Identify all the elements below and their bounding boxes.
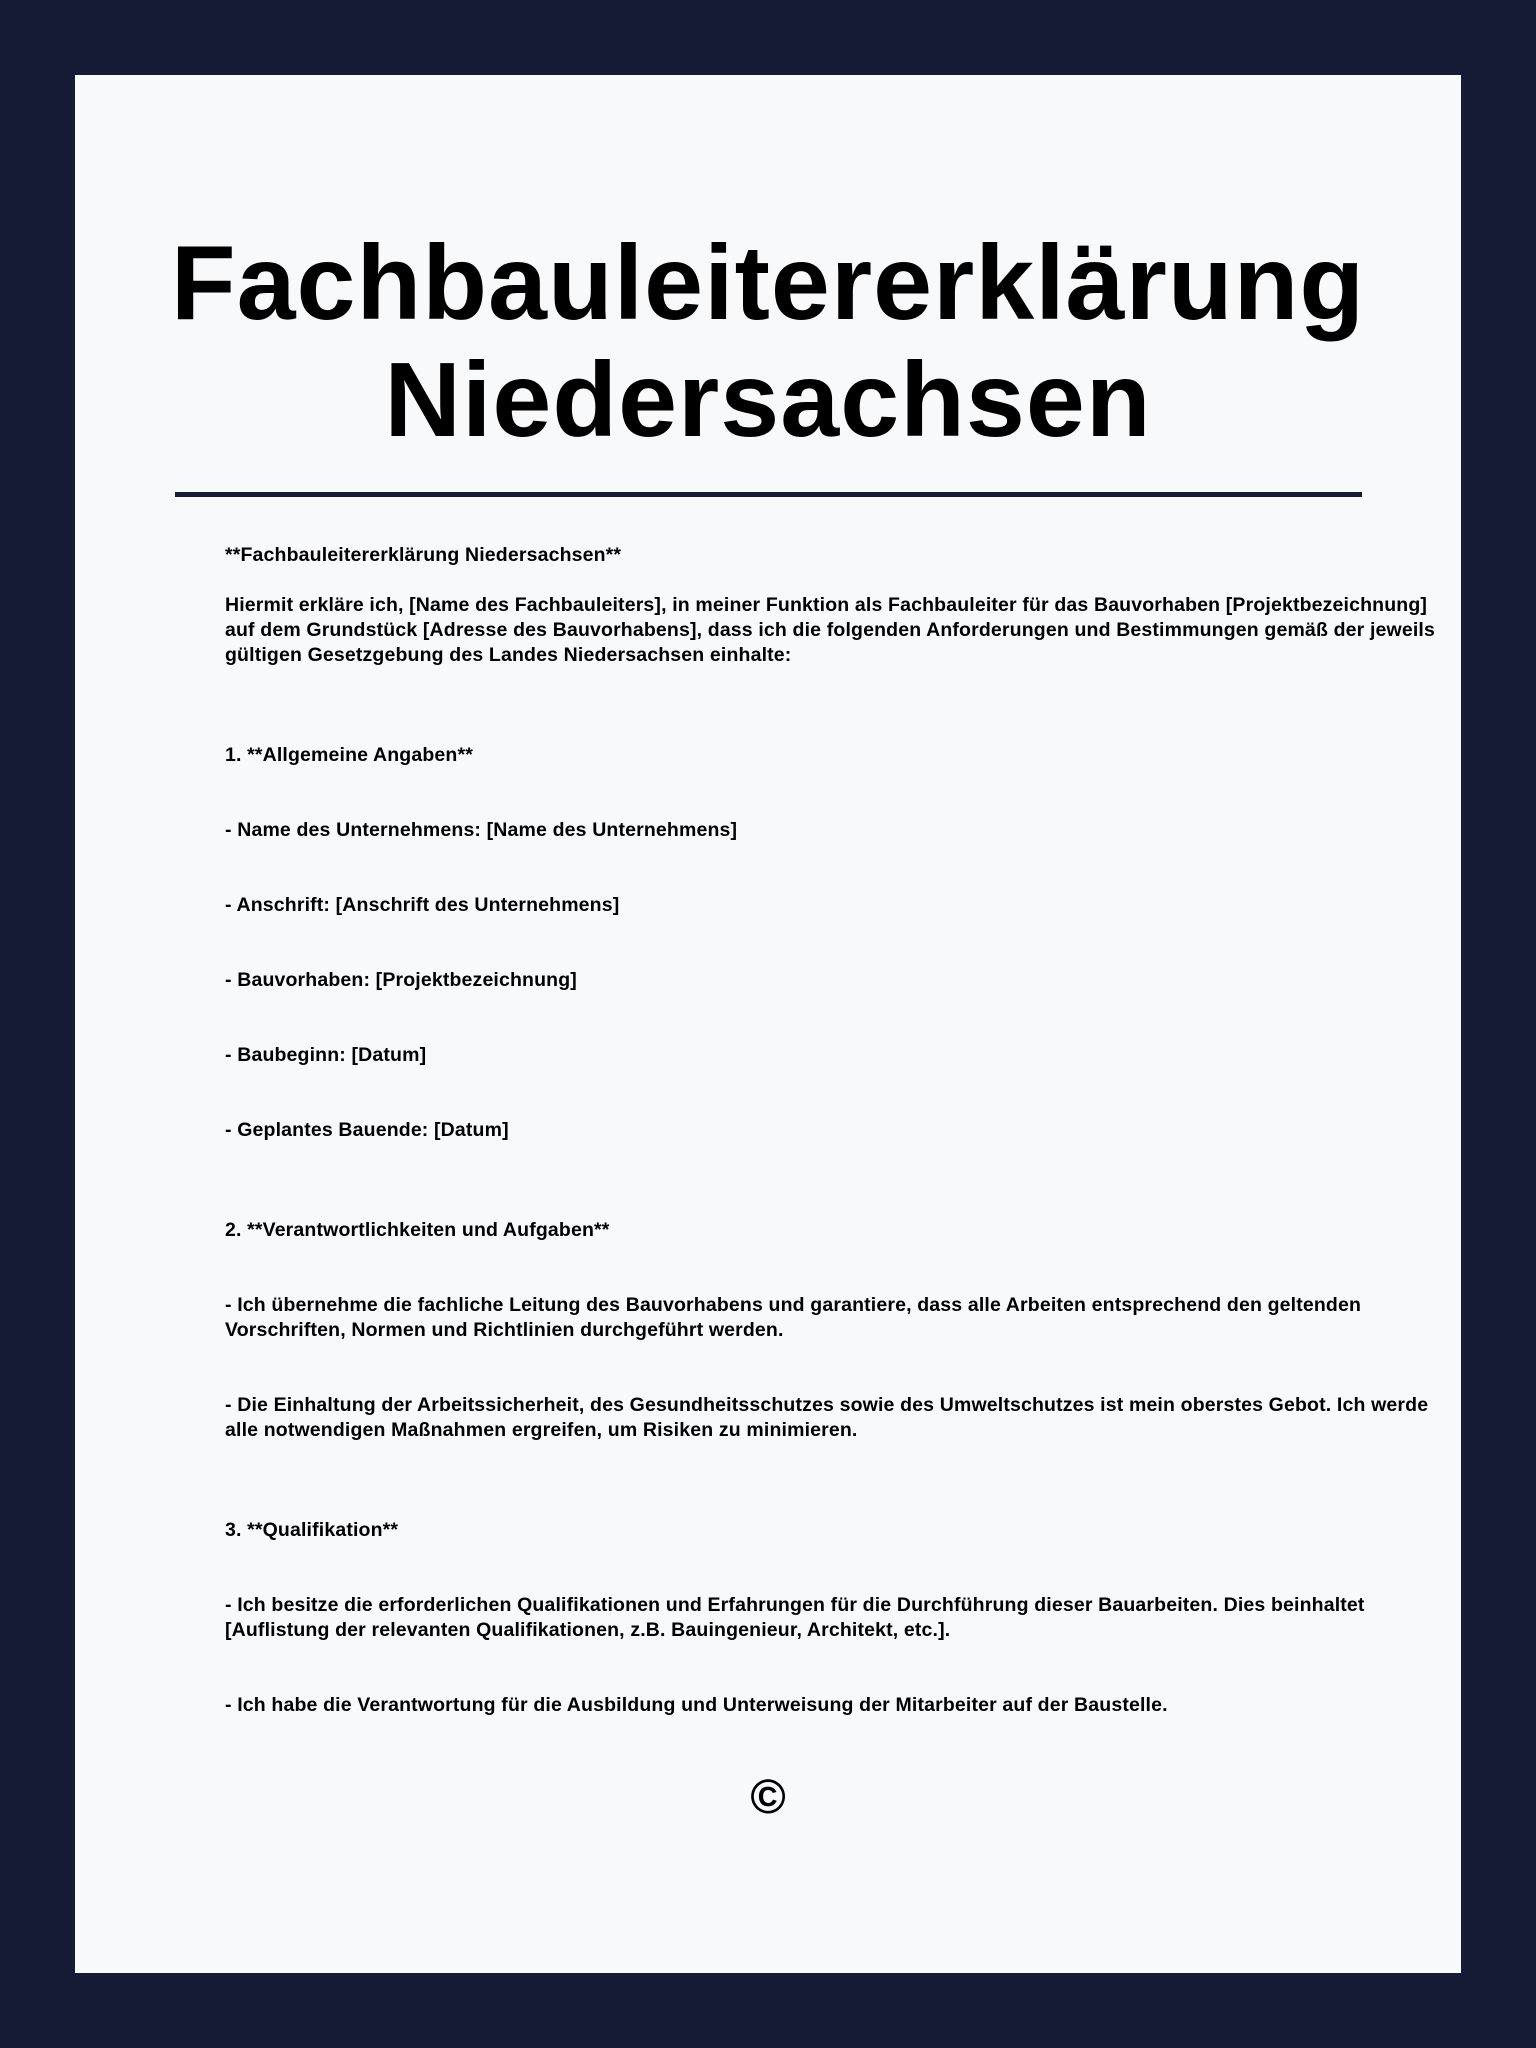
list-item: - Bauvorhaben: [Projektbezeichnung] xyxy=(225,969,577,991)
list-item: - Ich übernehme die fachliche Leitung des Bauvorhabens und garantiere, dass alle Arbeiten entsprechend den geltenden Vorschriften, Normen und Richtlinien durchgeführt werden. xyxy=(225,1294,1362,1341)
copyright-icon: © xyxy=(750,1771,786,1824)
title-line-1: Fachbauleitererklärung xyxy=(170,224,1366,342)
section-heading-responsibilities: 2. **Verantwortlichkeiten und Aufgaben** xyxy=(225,1219,610,1241)
document-title xyxy=(75,225,1461,459)
document-body xyxy=(225,543,1435,1718)
body-heading: **Fachbauleitererklärung Niedersachsen** xyxy=(225,544,622,566)
list-item: - Anschrift: [Anschrift des Unternehmens] xyxy=(225,894,620,916)
list-item: - Baubeginn: [Datum] xyxy=(225,1044,427,1066)
list-item: - Geplantes Bauende: [Datum] xyxy=(225,1119,509,1141)
section-heading-qualification: 3. **Qualifikation** xyxy=(225,1519,399,1541)
list-item: - Ich besitze die erforderlichen Qualifikationen und Erfahrungen für die Durchführung dieser Bauarbeiten. Dies beinhaltet [Auflistung der relevanten Qualifikationen, z.B. Bauingenieur, Architekt, etc.]. xyxy=(225,1594,1365,1641)
list-item: - Name des Unternehmens: [Name des Unternehmens] xyxy=(225,819,738,841)
document-page xyxy=(75,75,1461,1973)
section-heading-general: 1. **Allgemeine Angaben** xyxy=(225,744,473,766)
intro-paragraph: Hiermit erkläre ich, [Name des Fachbauleiters], in meiner Funktion als Fachbauleiter für das Bauvorhaben [Projektbezeichnung] auf dem Grundstück [Adresse des Bauvorhabens], dass ich die folgenden Anforderungen und Bestimmungen gemäß der jeweils gültigen Gesetzgebung des Landes Niedersachsen einhalte: xyxy=(225,594,1435,666)
title-line-2: Niedersachsen xyxy=(384,341,1152,459)
list-item: - Ich habe die Verantwortung für die Ausbildung und Unterweisung der Mitarbeiter auf der Baustelle. xyxy=(225,1694,1168,1716)
list-item: - Die Einhaltung der Arbeitssicherheit, des Gesundheitsschutzes sowie des Umweltschutzes ist mein oberstes Gebot. Ich werde alle notwendigen Maßnahmen ergreifen, um Risiken zu minimieren. xyxy=(225,1394,1429,1441)
title-divider xyxy=(175,492,1362,497)
